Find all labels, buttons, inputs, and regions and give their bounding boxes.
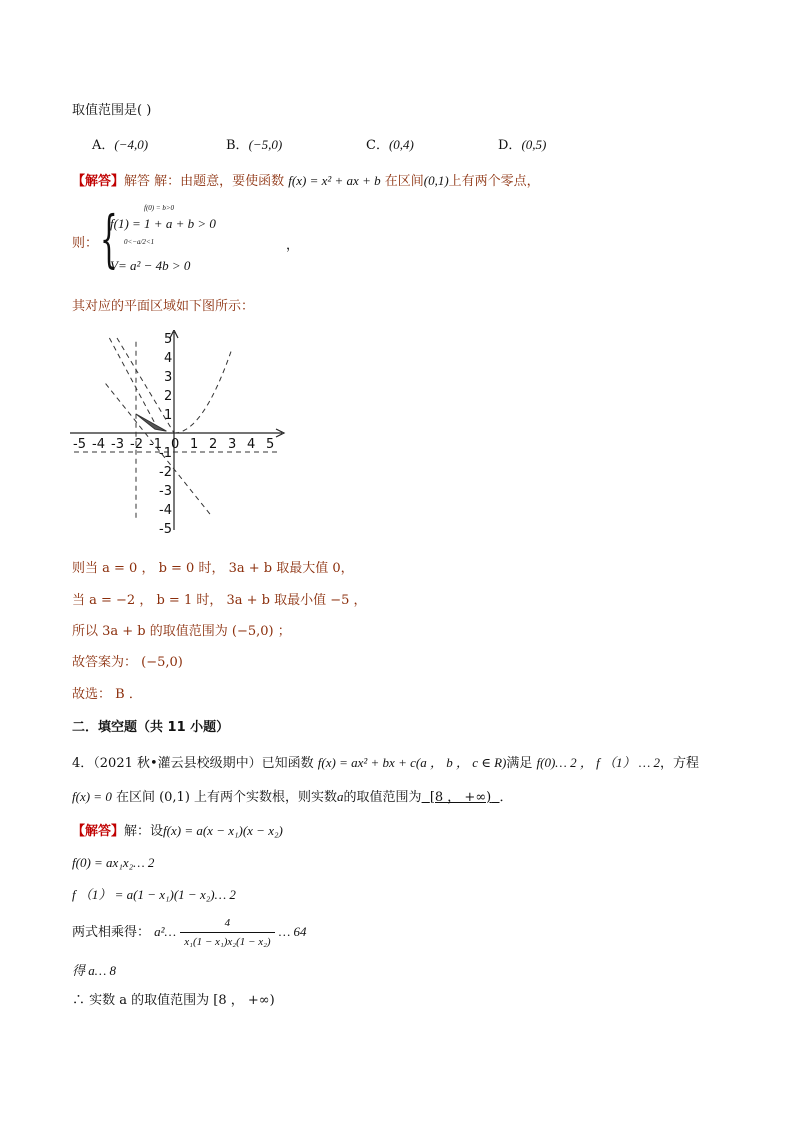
x-tick-label: -4 xyxy=(92,437,105,452)
option-d: D．(0,5) xyxy=(498,137,547,153)
min-value-line: 当 a = −2 ， b = 1 时， 3a + b 取最小值 −5 ， xyxy=(72,593,367,608)
series-line-steep xyxy=(109,338,155,424)
y-tick-label: 3 xyxy=(164,370,173,385)
x-tick-label: -1 xyxy=(149,437,162,452)
fraction-numerator: 4 xyxy=(180,914,274,933)
option-b: B．(−5,0) xyxy=(226,137,283,153)
solution4-line5: ∴ 实数 a 的取值范围为 [8 ， +∞) xyxy=(72,993,275,1008)
fraction xyxy=(180,914,274,951)
question4-equation: f(x) = 0 xyxy=(72,789,112,804)
question4-text: 在区间 (0,1) 上有两个实数根，则实数 xyxy=(115,790,338,805)
feasible-region xyxy=(136,414,166,431)
y-tick-label: -3 xyxy=(159,484,172,499)
y-tick-label: 2 xyxy=(164,389,173,404)
solution4-tag: 【解答】 xyxy=(72,824,125,839)
y-tick-label: 1 xyxy=(164,408,173,423)
y-tick-label: 5 xyxy=(164,332,173,347)
question4-conditions: f(0)… 2 ， f （1） … 2 xyxy=(536,755,661,770)
section-heading: 二．填空题（共 11 小题） xyxy=(72,720,230,735)
condition-note-2: 0<−a/2<1 xyxy=(124,238,155,246)
function-expr: f(x) = x² + ax + b xyxy=(288,173,381,188)
answer-line: 故答案为： (−5,0) xyxy=(72,655,183,670)
then-label: 则： xyxy=(72,236,99,251)
bound-64: … 64 xyxy=(278,924,307,939)
system-comma: ， xyxy=(286,238,300,253)
question4-source: 4．（2021 秋•灌云县校级期中）已知函数 xyxy=(72,756,314,771)
solution4-line2: f （1） = a(1 − x₁)(1 − x₂)… 2 xyxy=(72,887,236,902)
y-tick-label: -5 xyxy=(159,522,172,537)
solution4-intro xyxy=(72,822,283,841)
question4-variable: a xyxy=(337,789,344,804)
solution4-line4: 得 a… 8 xyxy=(72,963,117,978)
multiply-label: 两式相乘得： xyxy=(72,925,151,940)
choose-line: 故选： B ． xyxy=(72,687,142,702)
y-tick-label: -2 xyxy=(159,465,172,480)
question4-satisfies: 满足 xyxy=(506,756,533,771)
region-graph xyxy=(64,330,294,540)
x-tick-label: -2 xyxy=(130,437,143,452)
x-tick-label: 0 xyxy=(171,437,180,452)
x-tick-label: -5 xyxy=(73,437,86,452)
question4-range-label: 的取值范围为 xyxy=(343,790,422,805)
question4-line2 xyxy=(72,788,513,807)
y-tick-label: 4 xyxy=(164,351,173,366)
brace: { xyxy=(100,202,118,275)
question4-function: f(x) = ax² + bx + c(a ， b ， c ∈ R) xyxy=(317,755,507,770)
solution4-line1: f(0) = ax₁x₂… 2 xyxy=(72,855,155,870)
interval-expr: (0,1) xyxy=(423,173,449,188)
inequality-3: V= a² − 4b > 0 xyxy=(110,258,191,273)
a-squared: a²… xyxy=(154,924,177,939)
solution4-line3 xyxy=(72,914,307,951)
question4-equation-label: ，方程 xyxy=(660,756,700,771)
solution-intro-text: 解答 解：由题意，要使函数 xyxy=(124,174,285,189)
solution4-factored: f(x) = a(x − x₁)(x − x₂) xyxy=(163,823,283,838)
question-tail-text: 取值范围是( ) xyxy=(72,103,152,118)
solution3-intro xyxy=(72,172,540,191)
question-tail xyxy=(72,102,151,120)
max-value-line: 则当 a = 0 ， b = 0 时， 3a + b 取最大值 0， xyxy=(72,561,354,576)
inequality-system xyxy=(72,202,332,278)
solution-tag: 【解答】 xyxy=(72,174,125,189)
solution-intro-end: 上有两个零点， xyxy=(448,174,540,189)
x-tick-label: 3 xyxy=(228,437,237,452)
question4-line1 xyxy=(72,754,699,773)
series-parabola xyxy=(174,352,231,433)
x-tick-label: 2 xyxy=(209,437,218,452)
y-tick-label: -1 xyxy=(159,446,172,461)
inequality-1: f(1) = 1 + a + b > 0 xyxy=(110,216,216,231)
solution4-intro-text: 解：设 xyxy=(124,824,164,839)
condition-note-1: f(0) = b>0 xyxy=(144,204,175,212)
range-line: 所以 3a + b 的取值范围为 (−5,0) ； xyxy=(72,624,291,639)
region-intro: 其对应的平面区域如下图所示： xyxy=(72,299,255,314)
option-c: C．(0,4) xyxy=(366,137,414,153)
option-a: A．(−4,0) xyxy=(92,137,149,153)
interval-prefix: 在区间 xyxy=(384,174,424,189)
question4-answer: [8 ， +∞) xyxy=(429,790,492,805)
x-tick-label: 5 xyxy=(266,437,275,452)
fraction-denominator: x₁(1 − x₁)x₂(1 − x₂) xyxy=(184,936,271,948)
x-tick-label: 4 xyxy=(247,437,256,452)
question4-end: ． xyxy=(499,790,513,805)
y-tick-label: -4 xyxy=(159,503,172,518)
x-tick-label: -3 xyxy=(111,437,124,452)
x-tick-label: 1 xyxy=(190,437,199,452)
